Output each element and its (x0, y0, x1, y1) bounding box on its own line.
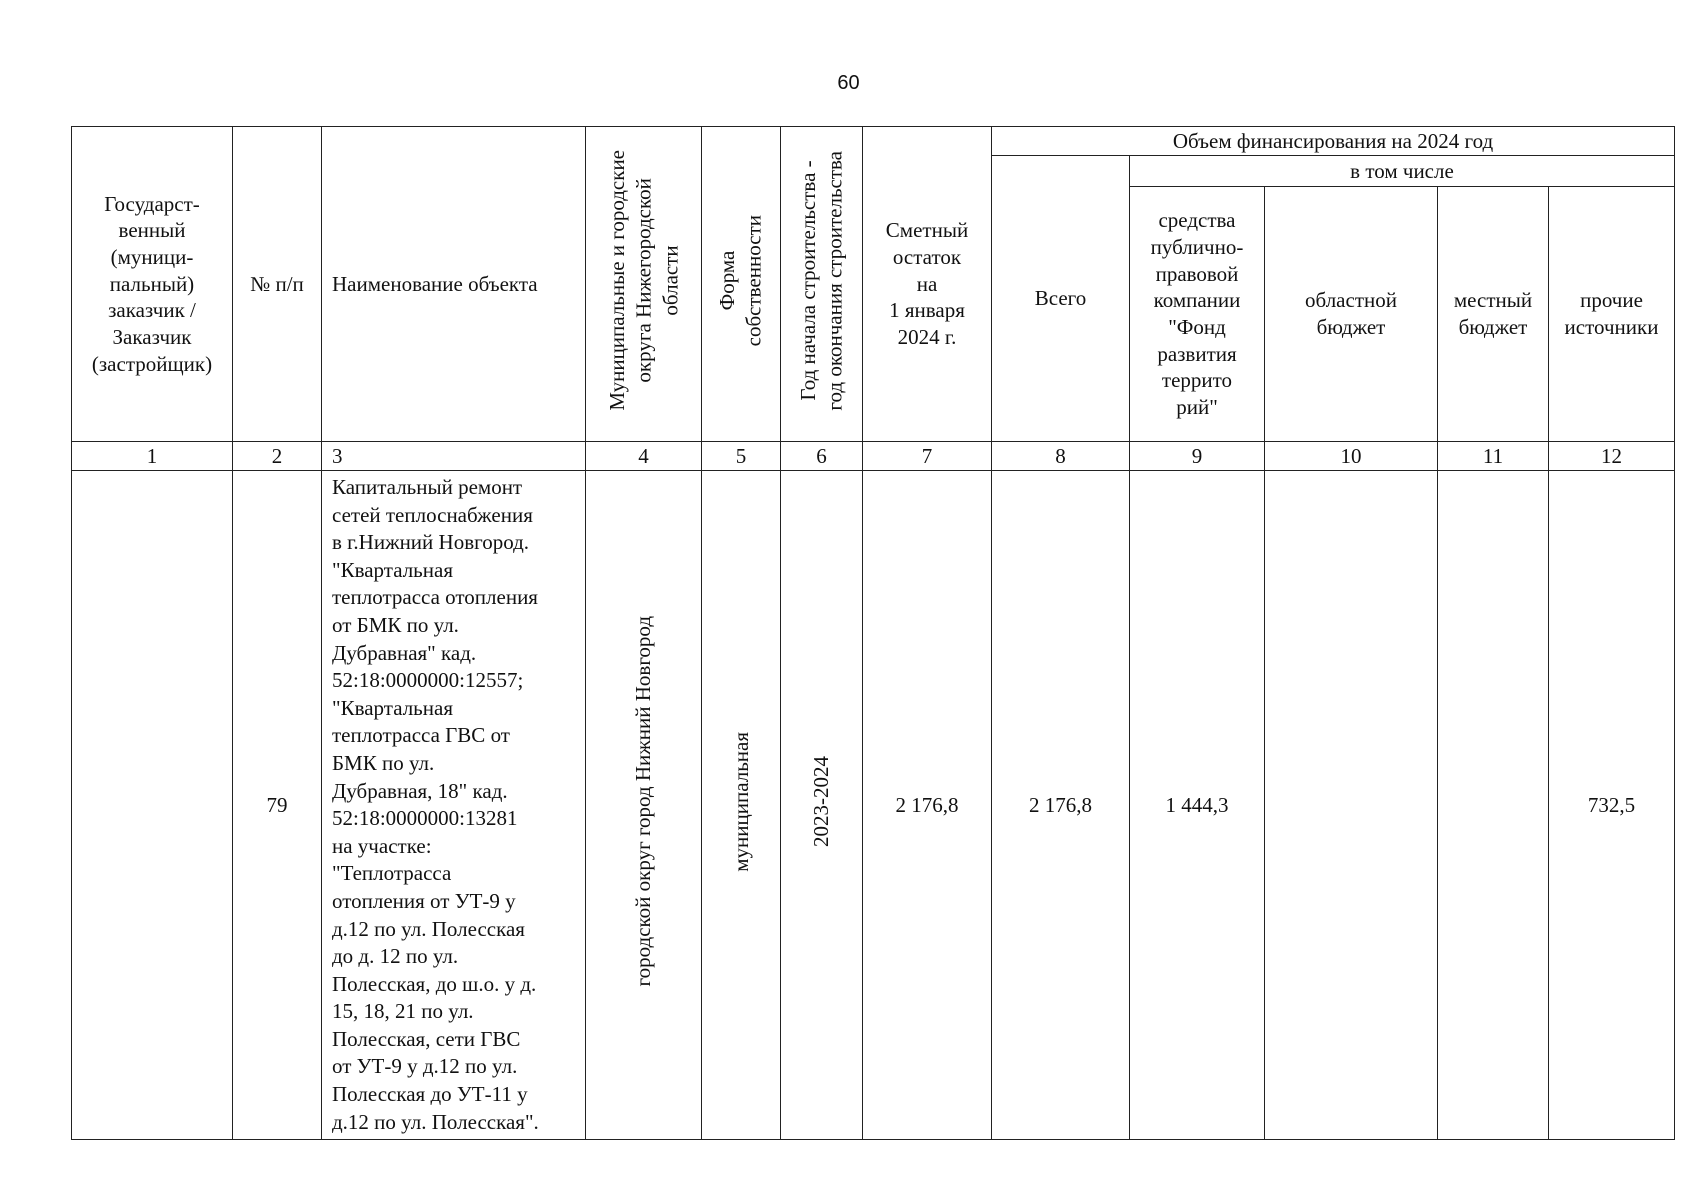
header-including-group: в том числе (1130, 156, 1675, 187)
header-customer: Государст- венный (муници- пальный) заказчик / Заказчик (застройщик) (72, 127, 233, 442)
header-regional: областной бюджет (1265, 187, 1438, 442)
column-number: 7 (863, 442, 992, 471)
cell-fund: 1 444,3 (1130, 471, 1265, 1140)
header-total: Всего (992, 156, 1130, 442)
header-financing-group: Объем финансирования на 2024 год (992, 127, 1675, 156)
column-number: 6 (781, 442, 863, 471)
header-fund: средства публично- правовой компании "Фонд развития террито рий" (1130, 187, 1265, 442)
column-number: 1 (72, 442, 233, 471)
page-number: 60 (837, 72, 860, 94)
cell-object-name: Капитальный ремонт сетей теплоснабжения в г.Нижний Новгород. "Квартальная теплотрасса отопления от БМК по ул. Дубравная" кад. 52:18:0000000:12557; "Квартальная теплотрасса ГВС от БМК по ул. Дубравная, 18" кад. 52:18:0000000:13281 на участке: "Теплотрасса отопления от УТ-9 у д.12 по ул. Полесская до д. 12 по ул. Полесская, до ш.о. у д. 15, 18, 21 по ул. Полесская, сети ГВС от УТ-9 у д.12 по ул. Полесская до УТ-11 у д.12 по ул. Полесская". (322, 471, 586, 1140)
header-years: Год начала строительства - год окончания строительства (781, 127, 863, 442)
header-number: № п/п (233, 127, 322, 442)
column-number: 3 (322, 442, 586, 471)
column-number: 12 (1549, 442, 1675, 471)
cell-ownership: муниципальная (702, 471, 781, 1140)
header-local: местный бюджет (1438, 187, 1549, 442)
cell-customer (72, 471, 233, 1140)
header-district: Муниципальные и городские округа Нижегородской области (586, 127, 702, 442)
column-number: 2 (233, 442, 322, 471)
cell-years: 2023-2024 (781, 471, 863, 1140)
column-number-row (72, 442, 1675, 471)
cell-estimate-balance: 2 176,8 (863, 471, 992, 1140)
header-other: прочие источники (1549, 187, 1675, 442)
column-number: 10 (1265, 442, 1438, 471)
cell-local (1438, 471, 1549, 1140)
column-number: 11 (1438, 442, 1549, 471)
column-number: 8 (992, 442, 1130, 471)
header-ownership: Форма собственности (702, 127, 781, 442)
cell-district: городской округ город Нижний Новгород (586, 471, 702, 1140)
header-object-name: Наименование объекта (322, 127, 586, 442)
cell-total: 2 176,8 (992, 471, 1130, 1140)
cell-regional (1265, 471, 1438, 1140)
column-number: 4 (586, 442, 702, 471)
cell-number: 79 (233, 471, 322, 1140)
column-number: 9 (1130, 442, 1265, 471)
table-row (72, 471, 1675, 1140)
column-number: 5 (702, 442, 781, 471)
header-estimate-balance: Сметный остаток на 1 января 2024 г. (863, 127, 992, 442)
cell-other: 732,5 (1549, 471, 1675, 1140)
financing-table (71, 126, 1675, 1140)
